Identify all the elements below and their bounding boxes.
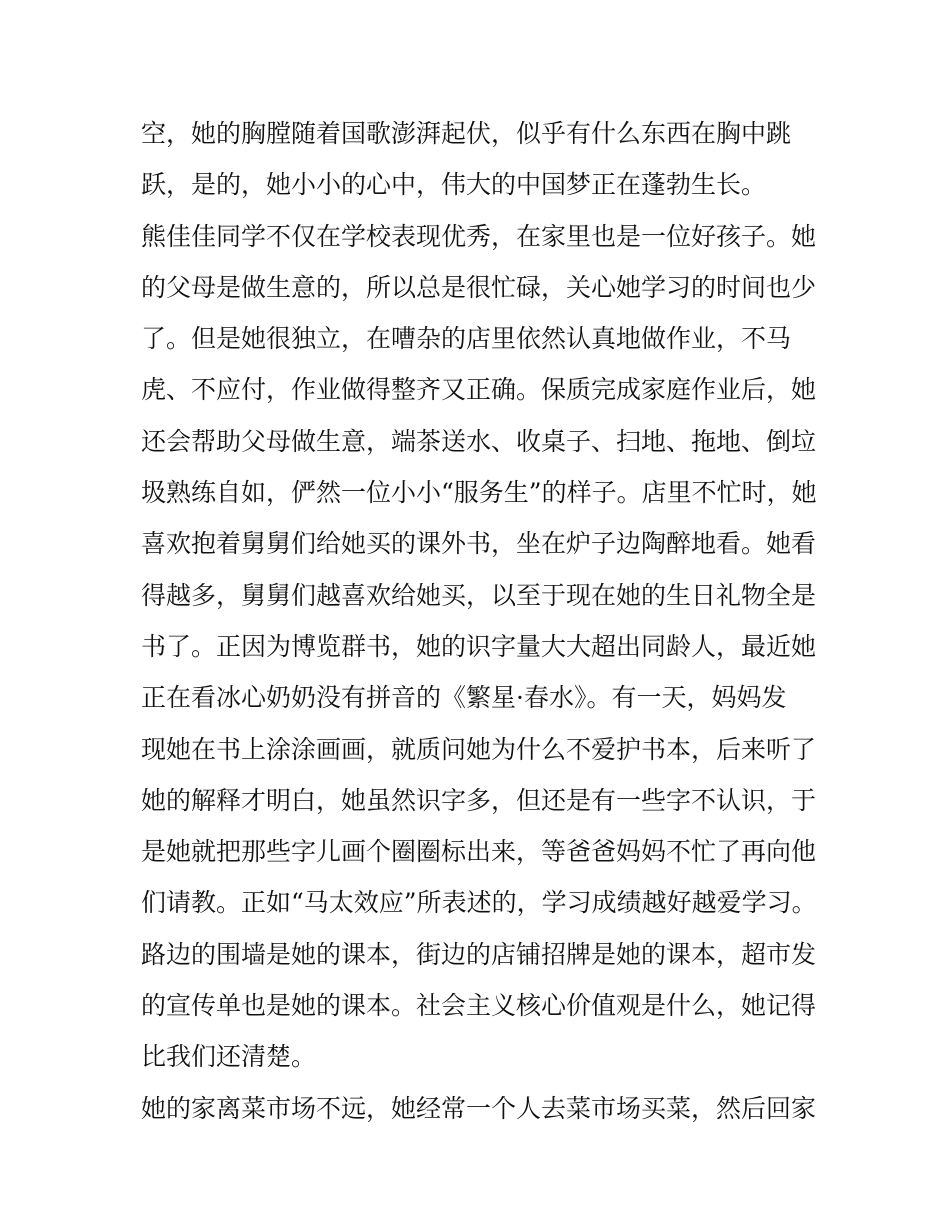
text-line: 她的解释才明白，她虽然识字多，但还是有一些字不认识，于 — [141, 785, 817, 815]
text-line: 圾熟练自如，俨然一位小小“服务生”的样子。店里不忙时，她 — [141, 478, 817, 508]
text-line: 得越多，舅舅们越喜欢给她买，以至于现在她的生日礼物全是 — [141, 580, 817, 610]
text-line: 的宣传单也是她的课本。社会主义核心价值观是什么，她记得 — [141, 991, 817, 1021]
text-line: 现她在书上涂涂画画，就质问她为什么不爱护书本，后来听了 — [141, 734, 817, 764]
text-line: 还会帮助父母做生意，端茶送水、收桌子、扫地、拖地、倒垃 — [141, 426, 817, 456]
text-line: 书了。正因为博览群书，她的识字量大大超出同龄人，最近她 — [141, 631, 817, 661]
text-line: 是她就把那些字儿画个圈圈标出来，等爸爸妈妈不忙了再向他 — [141, 837, 817, 867]
text-line: 虎、不应付，作业做得整齐又正确。保质完成家庭作业后，她 — [141, 375, 817, 405]
text-line: 她的家离菜市场不远，她经常一个人去菜市场买菜，然后回家 — [141, 1093, 817, 1123]
text-line: 的父母是做生意的，所以总是很忙碌，关心她学习的时间也少 — [141, 272, 817, 302]
text-line: 熊佳佳同学不仅在学校表现优秀，在家里也是一位好孩子。她 — [141, 221, 817, 251]
text-line: 正在看冰心奶奶没有拼音的《繁星·春水》。有一天，妈妈发 — [141, 683, 787, 713]
text-line: 比我们还清楚。 — [141, 1042, 317, 1072]
text-line: 路边的围墙是她的课本，街边的店铺招牌是她的课本，超市发 — [141, 939, 817, 969]
text-line: 喜欢抱着舅舅们给她买的课外书，坐在炉子边陶醉地看。她看 — [141, 529, 817, 559]
text-line: 跃，是的，她小小的心中，伟大的中国梦正在蓬勃生长。 — [141, 170, 767, 200]
body-text — [141, 108, 821, 1134]
text-line: 们请教。正如“马太效应”所表述的，学习成绩越好越爱学习。 — [141, 888, 817, 918]
text-line: 空，她的胸膛随着国歌澎湃起伏，似乎有什么东西在胸中跳 — [141, 119, 792, 148]
text-line: 了。但是她很独立，在嘈杂的店里依然认真地做作业，不马 — [141, 324, 792, 354]
